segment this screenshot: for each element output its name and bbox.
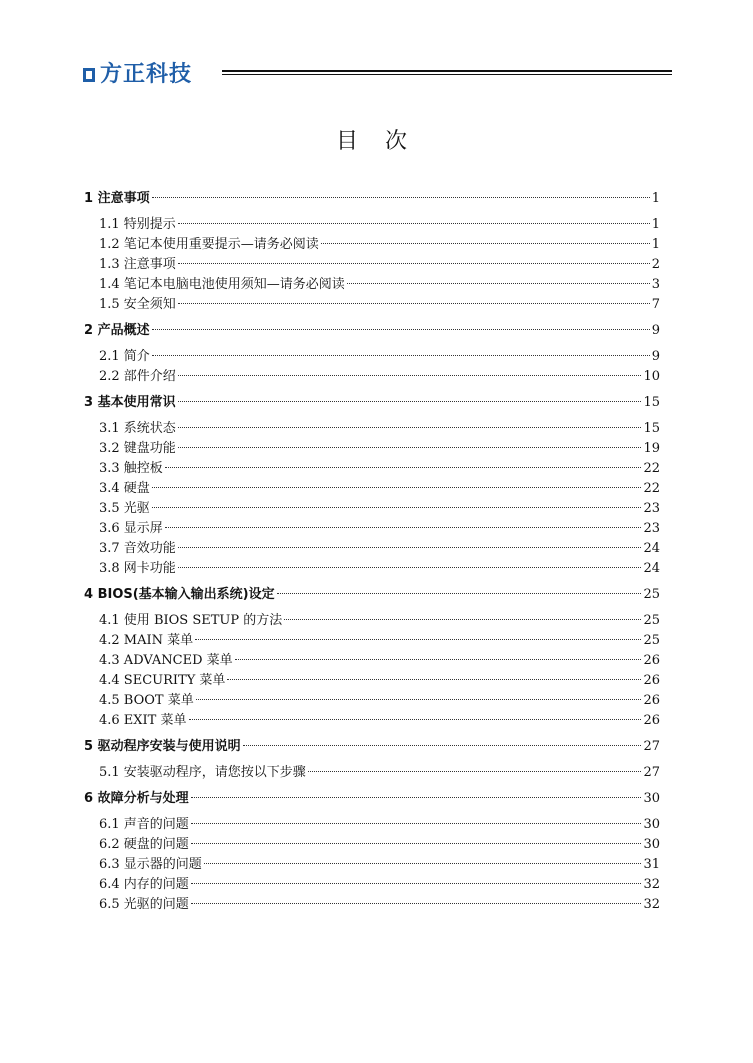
toc-section-entry[interactable] [84, 691, 660, 711]
toc-page-number: 1 [651, 217, 660, 232]
toc-page-number: 22 [643, 461, 660, 476]
toc-dot-leader [152, 329, 650, 330]
toc-entry-title: 1.5 安全须知 [99, 297, 176, 312]
table-of-contents [84, 189, 660, 915]
toc-entry-title: 6 故障分析与处理 [84, 791, 189, 806]
toc-dot-leader [178, 401, 642, 402]
toc-page-number: 1 [651, 237, 660, 252]
logo-text: 方正科技 [100, 62, 193, 87]
toc-entry-title: 6.3 显示器的问题 [99, 857, 202, 872]
toc-page-number: 26 [643, 673, 660, 688]
toc-entry-title: 6.5 光驱的问题 [99, 897, 189, 912]
toc-entry-title: 3.5 光驱 [99, 501, 150, 516]
toc-page-number: 31 [643, 857, 660, 872]
toc-dot-leader [321, 243, 650, 244]
toc-section-entry[interactable] [84, 519, 660, 539]
toc-entry-title: 3.1 系统状态 [99, 421, 176, 436]
toc-chapter-entry[interactable] [84, 393, 660, 413]
toc-dot-leader [191, 797, 642, 798]
toc-page-number: 24 [643, 541, 660, 556]
toc-dot-leader [189, 719, 642, 720]
toc-dot-leader [152, 355, 650, 356]
toc-entry-title: 2.1 简介 [99, 349, 150, 364]
toc-entry-title: 4.4 SECURITY 菜单 [99, 673, 226, 688]
toc-dot-leader [191, 883, 642, 884]
toc-dot-leader [165, 467, 642, 468]
toc-page-number: 1 [651, 191, 660, 206]
toc-entry-title: 1.4 笔记本电脑电池使用须知—请务必阅读 [99, 277, 345, 292]
toc-dot-leader [178, 427, 642, 428]
toc-page-number: 22 [643, 481, 660, 496]
toc-entry-title: 3 基本使用常识 [84, 395, 176, 410]
toc-entry-title: 4.6 EXIT 菜单 [99, 713, 187, 728]
toc-entry-title: 6.1 声音的问题 [99, 817, 189, 832]
toc-chapter-entry[interactable] [84, 189, 660, 209]
toc-dot-leader [235, 659, 642, 660]
toc-section-entry[interactable] [84, 815, 660, 835]
toc-section-entry[interactable] [84, 895, 660, 915]
toc-page-number: 27 [643, 739, 660, 754]
toc-page-number: 3 [651, 277, 660, 292]
toc-dot-leader [347, 283, 650, 284]
toc-page-number: 25 [643, 633, 660, 648]
toc-entry-title: 3.2 键盘功能 [99, 441, 176, 456]
header-rule-thin [222, 74, 672, 75]
toc-chapter-entry[interactable] [84, 585, 660, 605]
toc-dot-leader [196, 699, 642, 700]
toc-dot-leader [178, 375, 642, 376]
toc-entry-title: 5.1 安装驱动程序，请您按以下步骤 [99, 765, 306, 780]
toc-page-number: 19 [643, 441, 660, 456]
toc-section-entry[interactable] [84, 631, 660, 651]
toc-dot-leader [195, 639, 641, 640]
toc-page-number: 24 [643, 561, 660, 576]
toc-dot-leader [152, 197, 650, 198]
toc-page-number: 26 [643, 653, 660, 668]
toc-section-entry[interactable] [84, 855, 660, 875]
toc-entry-title: 4.5 BOOT 菜单 [99, 693, 194, 708]
toc-entry-title: 2.2 部件介绍 [99, 369, 176, 384]
toc-section-entry[interactable] [84, 763, 660, 783]
toc-section-entry[interactable] [84, 671, 660, 691]
toc-page-number: 32 [643, 897, 660, 912]
toc-entry-title: 6.2 硬盘的问题 [99, 837, 189, 852]
toc-section-entry[interactable] [84, 255, 660, 275]
toc-dot-leader [308, 771, 642, 772]
toc-section-entry[interactable] [84, 367, 660, 387]
toc-page-number: 15 [643, 421, 660, 436]
toc-dot-leader [191, 843, 642, 844]
toc-page-number: 23 [643, 501, 660, 516]
toc-dot-leader [178, 263, 650, 264]
toc-chapter-entry[interactable] [84, 321, 660, 341]
toc-chapter-entry[interactable] [84, 789, 660, 809]
toc-section-entry[interactable] [84, 419, 660, 439]
page-title: 目 次 [336, 129, 417, 154]
toc-dot-leader [178, 223, 650, 224]
toc-entry-title: 1.2 笔记本使用重要提示—请务必阅读 [99, 237, 319, 252]
toc-entry-title: 4.3 ADVANCED 菜单 [99, 653, 233, 668]
toc-dot-leader [178, 547, 642, 548]
toc-dot-leader [165, 527, 642, 528]
toc-section-entry[interactable] [84, 611, 660, 631]
toc-section-entry[interactable] [84, 875, 660, 895]
toc-page-number: 26 [643, 693, 660, 708]
toc-dot-leader [152, 487, 642, 488]
toc-section-entry[interactable] [84, 275, 660, 295]
toc-entry-title: 1.1 特别提示 [99, 217, 176, 232]
toc-page-number: 30 [643, 837, 660, 852]
toc-page-number: 10 [643, 369, 660, 384]
toc-dot-leader [152, 507, 642, 508]
toc-section-entry[interactable] [84, 347, 660, 367]
toc-dot-leader [178, 447, 642, 448]
toc-section-entry[interactable] [84, 651, 660, 671]
toc-dot-leader [191, 903, 642, 904]
toc-section-entry[interactable] [84, 499, 660, 519]
toc-entry-title: 4 BIOS(基本输入输出系统)设定 [84, 587, 275, 602]
toc-page-number: 30 [643, 817, 660, 832]
toc-dot-leader [243, 745, 642, 746]
toc-entry-title: 3.3 触控板 [99, 461, 163, 476]
toc-section-entry[interactable] [84, 459, 660, 479]
toc-dot-leader [284, 619, 641, 620]
logo-mark-icon [80, 66, 98, 84]
toc-page-number: 9 [651, 349, 660, 364]
page-header [80, 60, 672, 90]
header-rule-thick [222, 70, 672, 72]
toc-entry-title: 1 注意事项 [84, 191, 150, 206]
toc-dot-leader [191, 823, 642, 824]
toc-section-entry[interactable] [84, 215, 660, 235]
toc-entry-title: 3.6 显示屏 [99, 521, 163, 536]
toc-page-number: 32 [643, 877, 660, 892]
toc-dot-leader [227, 679, 641, 680]
toc-section-entry[interactable] [84, 235, 660, 255]
toc-entry-title: 5 驱动程序安装与使用说明 [84, 739, 241, 754]
toc-page-number: 27 [643, 765, 660, 780]
toc-page-number: 2 [651, 257, 660, 272]
toc-section-entry[interactable] [84, 559, 660, 579]
toc-page-number: 30 [643, 791, 660, 806]
toc-entry-title: 3.4 硬盘 [99, 481, 150, 496]
toc-entry-title: 6.4 内存的问题 [99, 877, 189, 892]
toc-page-number: 15 [643, 395, 660, 410]
toc-dot-leader [204, 863, 642, 864]
toc-page-number: 7 [651, 297, 660, 312]
toc-dot-leader [178, 303, 650, 304]
toc-entry-title: 3.7 音效功能 [99, 541, 176, 556]
toc-page-number: 23 [643, 521, 660, 536]
toc-section-entry[interactable] [84, 835, 660, 855]
toc-dot-leader [178, 567, 642, 568]
toc-dot-leader [277, 593, 642, 594]
toc-entry-title: 1.3 注意事项 [99, 257, 176, 272]
toc-page-number: 25 [643, 587, 660, 602]
toc-chapter-entry[interactable] [84, 737, 660, 757]
toc-page-number: 25 [643, 613, 660, 628]
toc-section-entry[interactable] [84, 539, 660, 559]
toc-section-entry[interactable] [84, 479, 660, 499]
toc-entry-title: 3.8 网卡功能 [99, 561, 176, 576]
toc-entry-title: 2 产品概述 [84, 323, 150, 338]
toc-section-entry[interactable] [84, 295, 660, 315]
toc-section-entry[interactable] [84, 439, 660, 459]
toc-entry-title: 4.1 使用 BIOS SETUP 的方法 [99, 613, 283, 628]
toc-page-number: 26 [643, 713, 660, 728]
toc-page-number: 9 [651, 323, 660, 338]
toc-section-entry[interactable] [84, 711, 660, 731]
brand-logo [80, 60, 192, 90]
toc-entry-title: 4.2 MAIN 菜单 [99, 633, 194, 648]
